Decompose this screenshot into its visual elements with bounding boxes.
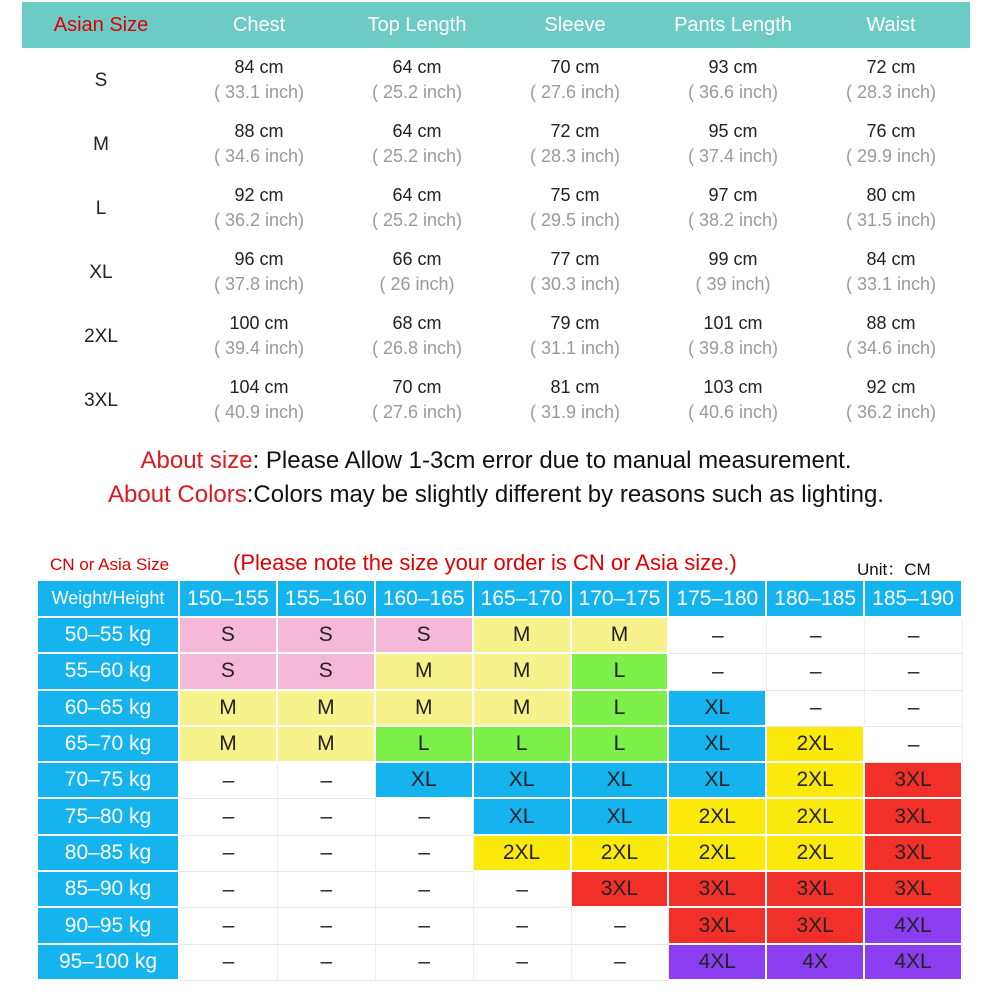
measurement-inch: ( 26.8 inch) [371, 338, 463, 358]
size-measurement-table [22, 2, 970, 432]
size-cell: 2XL [767, 763, 865, 799]
size-cell: S [278, 618, 376, 654]
size-cell: – [376, 799, 474, 835]
measurement-cell [812, 368, 970, 432]
weight-row [38, 836, 963, 872]
weight-label: 80–85 kg [38, 836, 180, 872]
measurement-cm: 95 cm [708, 121, 758, 141]
measurement-cell [496, 240, 654, 304]
measurement-cm: 93 cm [708, 57, 758, 77]
measurement-cell [338, 48, 496, 112]
measurement-cell [654, 176, 812, 240]
size-cell: L [572, 691, 670, 727]
measurement-cm: 64 cm [392, 121, 442, 141]
size-cell: – [474, 872, 572, 908]
size-cell: S [180, 618, 278, 654]
weight-label: 65–70 kg [38, 727, 180, 763]
measurement-cm: 96 cm [234, 249, 284, 269]
about-size-text: : Please Allow 1-3cm error due to manual measurement. [252, 447, 852, 474]
size-cell: XL [669, 727, 767, 763]
measurement-inch: ( 36.6 inch) [687, 82, 779, 102]
measurement-inch: ( 28.3 inch) [845, 82, 937, 102]
size-cell: M [376, 691, 474, 727]
measurement-inch: ( 36.2 inch) [845, 402, 937, 422]
size-cell: – [180, 763, 278, 799]
size-cell: XL [572, 763, 670, 799]
size-table-row [22, 240, 970, 304]
size-cell: M [376, 654, 474, 690]
size-cell: XL [474, 799, 572, 835]
height-header-cell: 180–185 [767, 581, 865, 618]
measurement-cm: 104 cm [229, 377, 289, 397]
size-cell: L [474, 727, 572, 763]
measurement-inch: ( 31.1 inch) [529, 338, 621, 358]
size-cell: 4XL [669, 945, 767, 981]
size-cell: – [376, 945, 474, 981]
size-table-row [22, 304, 970, 368]
weight-row [38, 727, 963, 763]
header-sleeve: Sleeve [496, 2, 654, 48]
measurement-cell [496, 48, 654, 112]
measurement-inch: ( 39.8 inch) [687, 338, 779, 358]
measurement-inch: ( 40.6 inch) [687, 402, 779, 422]
measurement-cm: 99 cm [708, 249, 758, 269]
measurement-inch: ( 34.6 inch) [213, 146, 305, 166]
measurement-cell [812, 112, 970, 176]
measurement-cm: 80 cm [866, 185, 916, 205]
about-colors-label: About Colors [108, 481, 247, 508]
measurement-cm: 103 cm [703, 377, 763, 397]
size-cell: 3XL [767, 872, 865, 908]
size-cell: – [180, 945, 278, 981]
height-header-cell: 165–170 [474, 581, 572, 618]
size-cell: – [376, 836, 474, 872]
size-cell: – [278, 945, 376, 981]
unit-label: Unit：CM [857, 560, 931, 579]
size-cell: – [767, 618, 865, 654]
size-cell: – [376, 872, 474, 908]
size-cell: 2XL [474, 836, 572, 872]
weight-row [38, 872, 963, 908]
about-colors-text: :Colors may be slightly different by reasons such as lighting. [246, 481, 884, 508]
size-cell: XL [572, 799, 670, 835]
measurement-inch: ( 26 inch) [379, 274, 455, 294]
height-header-cell: 160–165 [376, 581, 474, 618]
measurement-cm: 101 cm [703, 313, 763, 333]
size-cell: S [278, 654, 376, 690]
size-cell: 4X [767, 945, 865, 981]
measurement-inch: ( 25.2 inch) [371, 210, 463, 230]
size-label: S [94, 69, 108, 91]
measurement-inch: ( 25.2 inch) [371, 146, 463, 166]
size-cell: M [572, 618, 670, 654]
measurement-cell [654, 304, 812, 368]
measurement-inch: ( 37.8 inch) [213, 274, 305, 294]
size-cell: 2XL [767, 799, 865, 835]
measurement-cm: 66 cm [392, 249, 442, 269]
measurement-cm: 72 cm [550, 121, 600, 141]
size-cell: 2XL [767, 727, 865, 763]
size-cell: M [474, 618, 572, 654]
measurement-inch: ( 36.2 inch) [213, 210, 305, 230]
height-header-row [38, 581, 963, 618]
size-cell: – [278, 908, 376, 944]
height-header-cell: 150–155 [180, 581, 278, 618]
corner-weight-height-label: Weight/Height [38, 581, 180, 618]
measurement-cm: 84 cm [866, 249, 916, 269]
header-asian-size: Asian Size [22, 2, 180, 48]
measurement-cell [654, 112, 812, 176]
measurement-inch: ( 38.2 inch) [687, 210, 779, 230]
size-cell: 3XL [669, 908, 767, 944]
measurement-cell [496, 304, 654, 368]
size-table-row [22, 112, 970, 176]
size-cell: L [572, 654, 670, 690]
size-table-header [22, 2, 970, 48]
measurement-cell [338, 112, 496, 176]
header-top-length: Top Length [338, 2, 496, 48]
size-cell: L [376, 727, 474, 763]
measurement-cell [812, 240, 970, 304]
size-cell: – [278, 763, 376, 799]
measurement-inch: ( 28.3 inch) [529, 146, 621, 166]
size-cell: 3XL [669, 872, 767, 908]
measurement-cell [338, 240, 496, 304]
height-header-cell: 170–175 [572, 581, 670, 618]
measurement-cm: 64 cm [392, 185, 442, 205]
about-size-label: About size [140, 447, 253, 474]
size-cell: 2XL [669, 799, 767, 835]
weight-height-size-chart [38, 581, 963, 981]
size-cell: – [180, 872, 278, 908]
measurement-inch: ( 29.9 inch) [845, 146, 937, 166]
size-cell: – [669, 618, 767, 654]
measurement-inch: ( 27.6 inch) [529, 82, 621, 102]
measurement-cm: 76 cm [866, 121, 916, 141]
size-cell: 3XL [865, 836, 963, 872]
measurement-cell [812, 48, 970, 112]
size-table-row [22, 176, 970, 240]
size-cell: – [572, 945, 670, 981]
size-cell: 3XL [572, 872, 670, 908]
measurement-cm: 92 cm [234, 185, 284, 205]
size-cell: XL [669, 763, 767, 799]
size-cell: L [572, 727, 670, 763]
measurement-cell [338, 368, 496, 432]
weight-label: 90–95 kg [38, 908, 180, 944]
measurement-inch: ( 39.4 inch) [213, 338, 305, 358]
measurement-cell [180, 176, 338, 240]
measurement-cell [180, 240, 338, 304]
measurement-cell [338, 176, 496, 240]
measurement-inch: ( 33.1 inch) [213, 82, 305, 102]
size-cell: – [180, 836, 278, 872]
size-cell: – [278, 836, 376, 872]
size-cell: XL [474, 763, 572, 799]
measurement-cm: 88 cm [866, 313, 916, 333]
measurement-cm: 70 cm [550, 57, 600, 77]
about-colors-note [0, 481, 992, 509]
measurement-cm: 70 cm [392, 377, 442, 397]
weight-label: 60–65 kg [38, 691, 180, 727]
size-table-row [22, 48, 970, 112]
size-cell: M [180, 691, 278, 727]
measurement-cm: 75 cm [550, 185, 600, 205]
size-cell: – [180, 799, 278, 835]
height-header-cell: 185–190 [865, 581, 963, 618]
measurement-inch: ( 39 inch) [695, 274, 771, 294]
header-chest: Chest [180, 2, 338, 48]
size-table-row [22, 368, 970, 432]
size-cell: 3XL [767, 908, 865, 944]
size-label: L [95, 197, 107, 219]
measurement-cm: 88 cm [234, 121, 284, 141]
measurement-cell [812, 176, 970, 240]
measurement-cell [496, 176, 654, 240]
size-label: 2XL [84, 325, 118, 347]
size-cell: S [180, 654, 278, 690]
size-cell: – [278, 799, 376, 835]
measurement-cm: 68 cm [392, 313, 442, 333]
measurement-inch: ( 25.2 inch) [371, 82, 463, 102]
measurement-inch: ( 33.1 inch) [845, 274, 937, 294]
measurement-cm: 84 cm [234, 57, 284, 77]
size-cell: – [474, 908, 572, 944]
measurement-inch: ( 37.4 inch) [687, 146, 779, 166]
size-label: 3XL [84, 389, 118, 411]
weight-label: 50–55 kg [38, 618, 180, 654]
measurement-cell [654, 48, 812, 112]
measurement-cm: 77 cm [550, 249, 600, 269]
size-cell: – [669, 654, 767, 690]
height-header-cell: 155–160 [278, 581, 376, 618]
measurement-inch: ( 27.6 inch) [371, 402, 463, 422]
size-cell: XL [376, 763, 474, 799]
size-cell: – [474, 945, 572, 981]
measurement-inch: ( 30.3 inch) [529, 274, 621, 294]
size-cell: – [865, 691, 963, 727]
cn-asia-size-label: CN or Asia Size [50, 555, 170, 574]
size-cell: – [376, 908, 474, 944]
size-cell: – [180, 908, 278, 944]
weight-row [38, 618, 963, 654]
size-cell: XL [669, 691, 767, 727]
weight-label: 85–90 kg [38, 872, 180, 908]
measurement-cm: 92 cm [866, 377, 916, 397]
measurement-cell [180, 112, 338, 176]
weight-row [38, 799, 963, 835]
weight-label: 55–60 kg [38, 654, 180, 690]
weight-row [38, 763, 963, 799]
measurement-cell [180, 48, 338, 112]
measurement-cell [338, 304, 496, 368]
measurement-cell [180, 304, 338, 368]
measurement-cell [496, 112, 654, 176]
size-cell: 4XL [865, 945, 963, 981]
size-cell: – [767, 654, 865, 690]
header-pants-length: Pants Length [654, 2, 812, 48]
size-cell: – [865, 618, 963, 654]
size-cell: M [474, 691, 572, 727]
size-cell: S [376, 618, 474, 654]
header-waist: Waist [812, 2, 970, 48]
size-cell: 2XL [572, 836, 670, 872]
measurement-inch: ( 40.9 inch) [213, 402, 305, 422]
measurement-inch: ( 29.5 inch) [529, 210, 621, 230]
measurement-cell [654, 240, 812, 304]
size-cell: – [767, 691, 865, 727]
measurement-cell [180, 368, 338, 432]
measurement-cm: 97 cm [708, 185, 758, 205]
weight-label: 75–80 kg [38, 799, 180, 835]
size-cell: M [278, 727, 376, 763]
measurement-inch: ( 34.6 inch) [845, 338, 937, 358]
size-label: M [93, 133, 109, 155]
weight-label: 95–100 kg [38, 945, 180, 981]
measurement-cm: 81 cm [550, 377, 600, 397]
order-size-note: (Please note the size your order is CN or Asia size.) [233, 550, 737, 575]
measurement-cell [654, 368, 812, 432]
measurement-cm: 79 cm [550, 313, 600, 333]
weight-row [38, 908, 963, 944]
weight-row [38, 691, 963, 727]
height-header-cell: 175–180 [669, 581, 767, 618]
size-cell: 3XL [865, 799, 963, 835]
size-cell: – [865, 654, 963, 690]
weight-row [38, 945, 963, 981]
weight-row [38, 654, 963, 690]
about-size-note [0, 447, 992, 475]
size-cell: – [278, 872, 376, 908]
measurement-cell [812, 304, 970, 368]
size-cell: – [865, 727, 963, 763]
measurement-cm: 72 cm [866, 57, 916, 77]
measurement-cell [496, 368, 654, 432]
size-cell: M [278, 691, 376, 727]
size-cell: 2XL [669, 836, 767, 872]
size-cell: – [572, 908, 670, 944]
size-label: XL [89, 261, 113, 283]
size-cell: 4XL [865, 908, 963, 944]
measurement-cm: 100 cm [229, 313, 289, 333]
measurement-inch: ( 31.5 inch) [845, 210, 937, 230]
size-cell: 3XL [865, 763, 963, 799]
size-cell: 3XL [865, 872, 963, 908]
measurement-inch: ( 31.9 inch) [529, 402, 621, 422]
size-cell: M [474, 654, 572, 690]
size-cell: 2XL [767, 836, 865, 872]
measurement-cm: 64 cm [392, 57, 442, 77]
size-cell: M [180, 727, 278, 763]
weight-label: 70–75 kg [38, 763, 180, 799]
